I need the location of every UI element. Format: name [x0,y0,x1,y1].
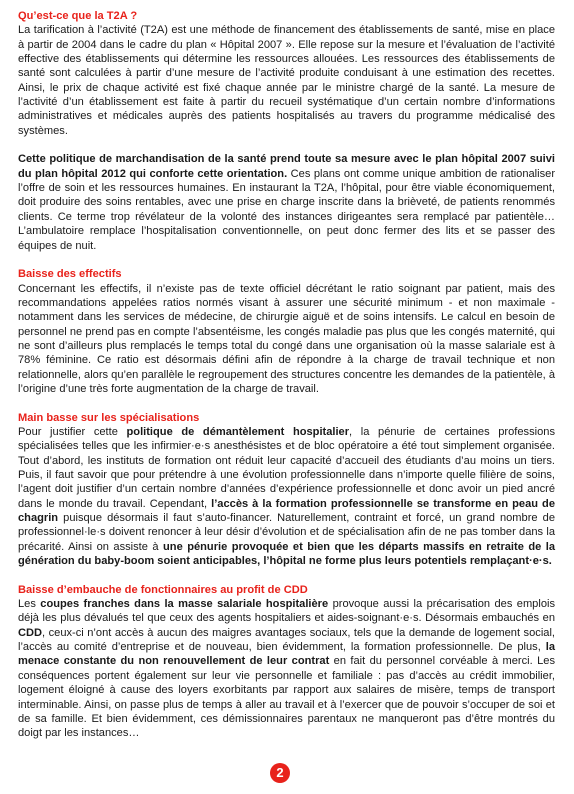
section-paragraph [18,425,555,568]
bold-text-run: l’accès à la formation professionnelle se transforme en peau de chagrin [18,497,555,525]
section-paragraph [18,23,555,138]
bold-text-run: CDD [18,626,43,639]
page-number-badge: 2 [270,763,290,783]
bold-text-run: Cette politique de marchandisation de la santé prend toute sa mesure avec le plan hôpital 2007 suivi du plan hôpital 2012 qui conforte cette orientation. [18,153,555,180]
bold-text-run: une pénurie provoquée et bien que les départs massifs en retraite de la génération du baby-boom soient anticipables, l’hôpital ne forme plus leurs potentiels remplaçant·e·s. [18,540,555,568]
section-heading: Qu’est-ce que la T2A ? [18,10,138,22]
bold-text-run: politique de démantèlement hospitalier [126,425,350,438]
bold-text-run: la menace constante du non renouvellement de leur contrat [18,641,555,668]
section-paragraph [18,597,555,740]
text-run: Les [18,598,41,611]
section-heading: Baisse d’embauche de fonctionnaires au profit de CDD [18,583,308,596]
section-marchandisation [18,152,555,252]
section-t2a [18,9,555,138]
text-run: , ceux-ci n’ont accès à aucun des maigres avantages sociaux, tels que la demande de logement social, l’accès au comité d’entreprise et de nouveau, bien évidemment, la formation professionnelle. De plus, [18,626,555,654]
text-run: Ces plans ont comme unique ambition de rationaliser l’offre de soin et les ressources humaines. En instaurant la T2A, l’hôpital, pour être viable économiquement, doit produire des soins rentables, avec une prise en charge inscrite dans la brièveté, de patients renommés clients. Ce terme trop révélateur de la volonté des instances dirigeantes sera remplacé par patientèle… L’ambulatoire remplace l’hospitalisation conventionnelle, on peut donc fermer des lits et se passer des équipes de nuit. [18,167,556,252]
text-run: en fait du personnel corvéable à merci. Les conséquences portent également sur leur vie personnelle et familiale : pas d’accès au crédit immobilier, logement éloigné à cause des loyers exorbitants par rapport aux salaires de misère, temps de transport interminable. Ainsi, on passe plus de temps à aller au travail et à l’exercer que de pouvoir s’occuper de soi et de sa famille. Et bien évidemment, ces démissionnaires parentaux ne manqueront pas d’être montrés du doigt par les instances… [18,655,556,740]
text-run: Pour justifier cette [18,425,127,438]
section-cdd [18,583,555,741]
bold-text-run: coupes franches dans la masse salariale hospitalière [40,598,329,611]
document-page [18,9,555,755]
text-run: provoque aussi la précarisation des emplois déjà les plus dévalués tel que ceux des agents hospitaliers et aides-soignant·e·s. Désormais embauchés en [18,598,556,625]
section-heading: Baisse des effectifs [18,268,122,281]
section-specialisations [18,411,555,569]
text-run: , la pénurie de certaines professions spécialisées telles que les infirmier·e·s anesthésistes et de bloc opératoire a été tout simplement organisée. Tout d’abord, les instituts de formation ont réduit leur capacité d’accueil des étudiants d’au moins un tiers. Puis, il faut savoir que pour prétendre à une évolution professionnelle dans n’importe quelle filière de soins, l’agent doit justifier d’un certain nombre d’années d’expérience professionnelle et donc avoir un pied ancré dans le monde du travail. Cependant, [18,425,555,510]
section-effectifs [18,267,555,396]
section-paragraph [18,152,555,252]
section-heading: Main basse sur les spécialisations [18,411,200,424]
section-paragraph [18,282,555,397]
text-run: puisque désormais il faut s’auto-financer. Naturellement, contraint et forcé, un grand nombre de professionnel·le·s doivent renoncer à leur désir d’évolution et de spécialisation afin de ne pas tomber dans la précarité. Ainsi on assiste à [18,512,555,553]
text-run: La tarification à l’activité (T2A) est une méthode de financement des établissements de santé, mise en place à partir de 2004 dans le cadre du plan « Hôpital 2007 ». Elle repose sur la mesure et l’évaluation de l’activité effective des établissements qui détermine les ressources allouées. Les ressources des établissements de santé sont calculées à partir d’une mesure de l’activité produite conduisant à une estimation des recettes. Ainsi, le prix de chaque activité est fixé chaque année par le ministre chargé de la santé. La mesure de l’activité d’un établissement est faite à partir du recueil systématique d’un certain nombre d’informations administratives et médicales auprès des patients hospitalisés au travers du programme médicalisé des systèmes. [18,24,555,137]
text-run: Concernant les effectifs, il n’existe pas de texte officiel décrétant le ratio soignant par patient, mais des recommandations appelées ratios normés visant à assurer une sécurité minimum - et non maximale - notamment dans les services de médecine, de chirurgie aiguë et de soins intensifs. Le calcul en besoin de personnel ne prend pas en compte l’absentéisme, les congés maladie pas plus que les congés maternité, qui ne sont d’ailleurs plus remplacés le temps total du congé dans une organisation où la masse salariale est à 78% féminine. Ce ratio est désormais défini afin de répondre à la charge de travail technique et non relationnelle, alors qu’en parallèle le regroupement des structures concentre les demandes de la patientèle, à l’origine d’une très forte augmentation de la charge de travail. [18,282,555,395]
